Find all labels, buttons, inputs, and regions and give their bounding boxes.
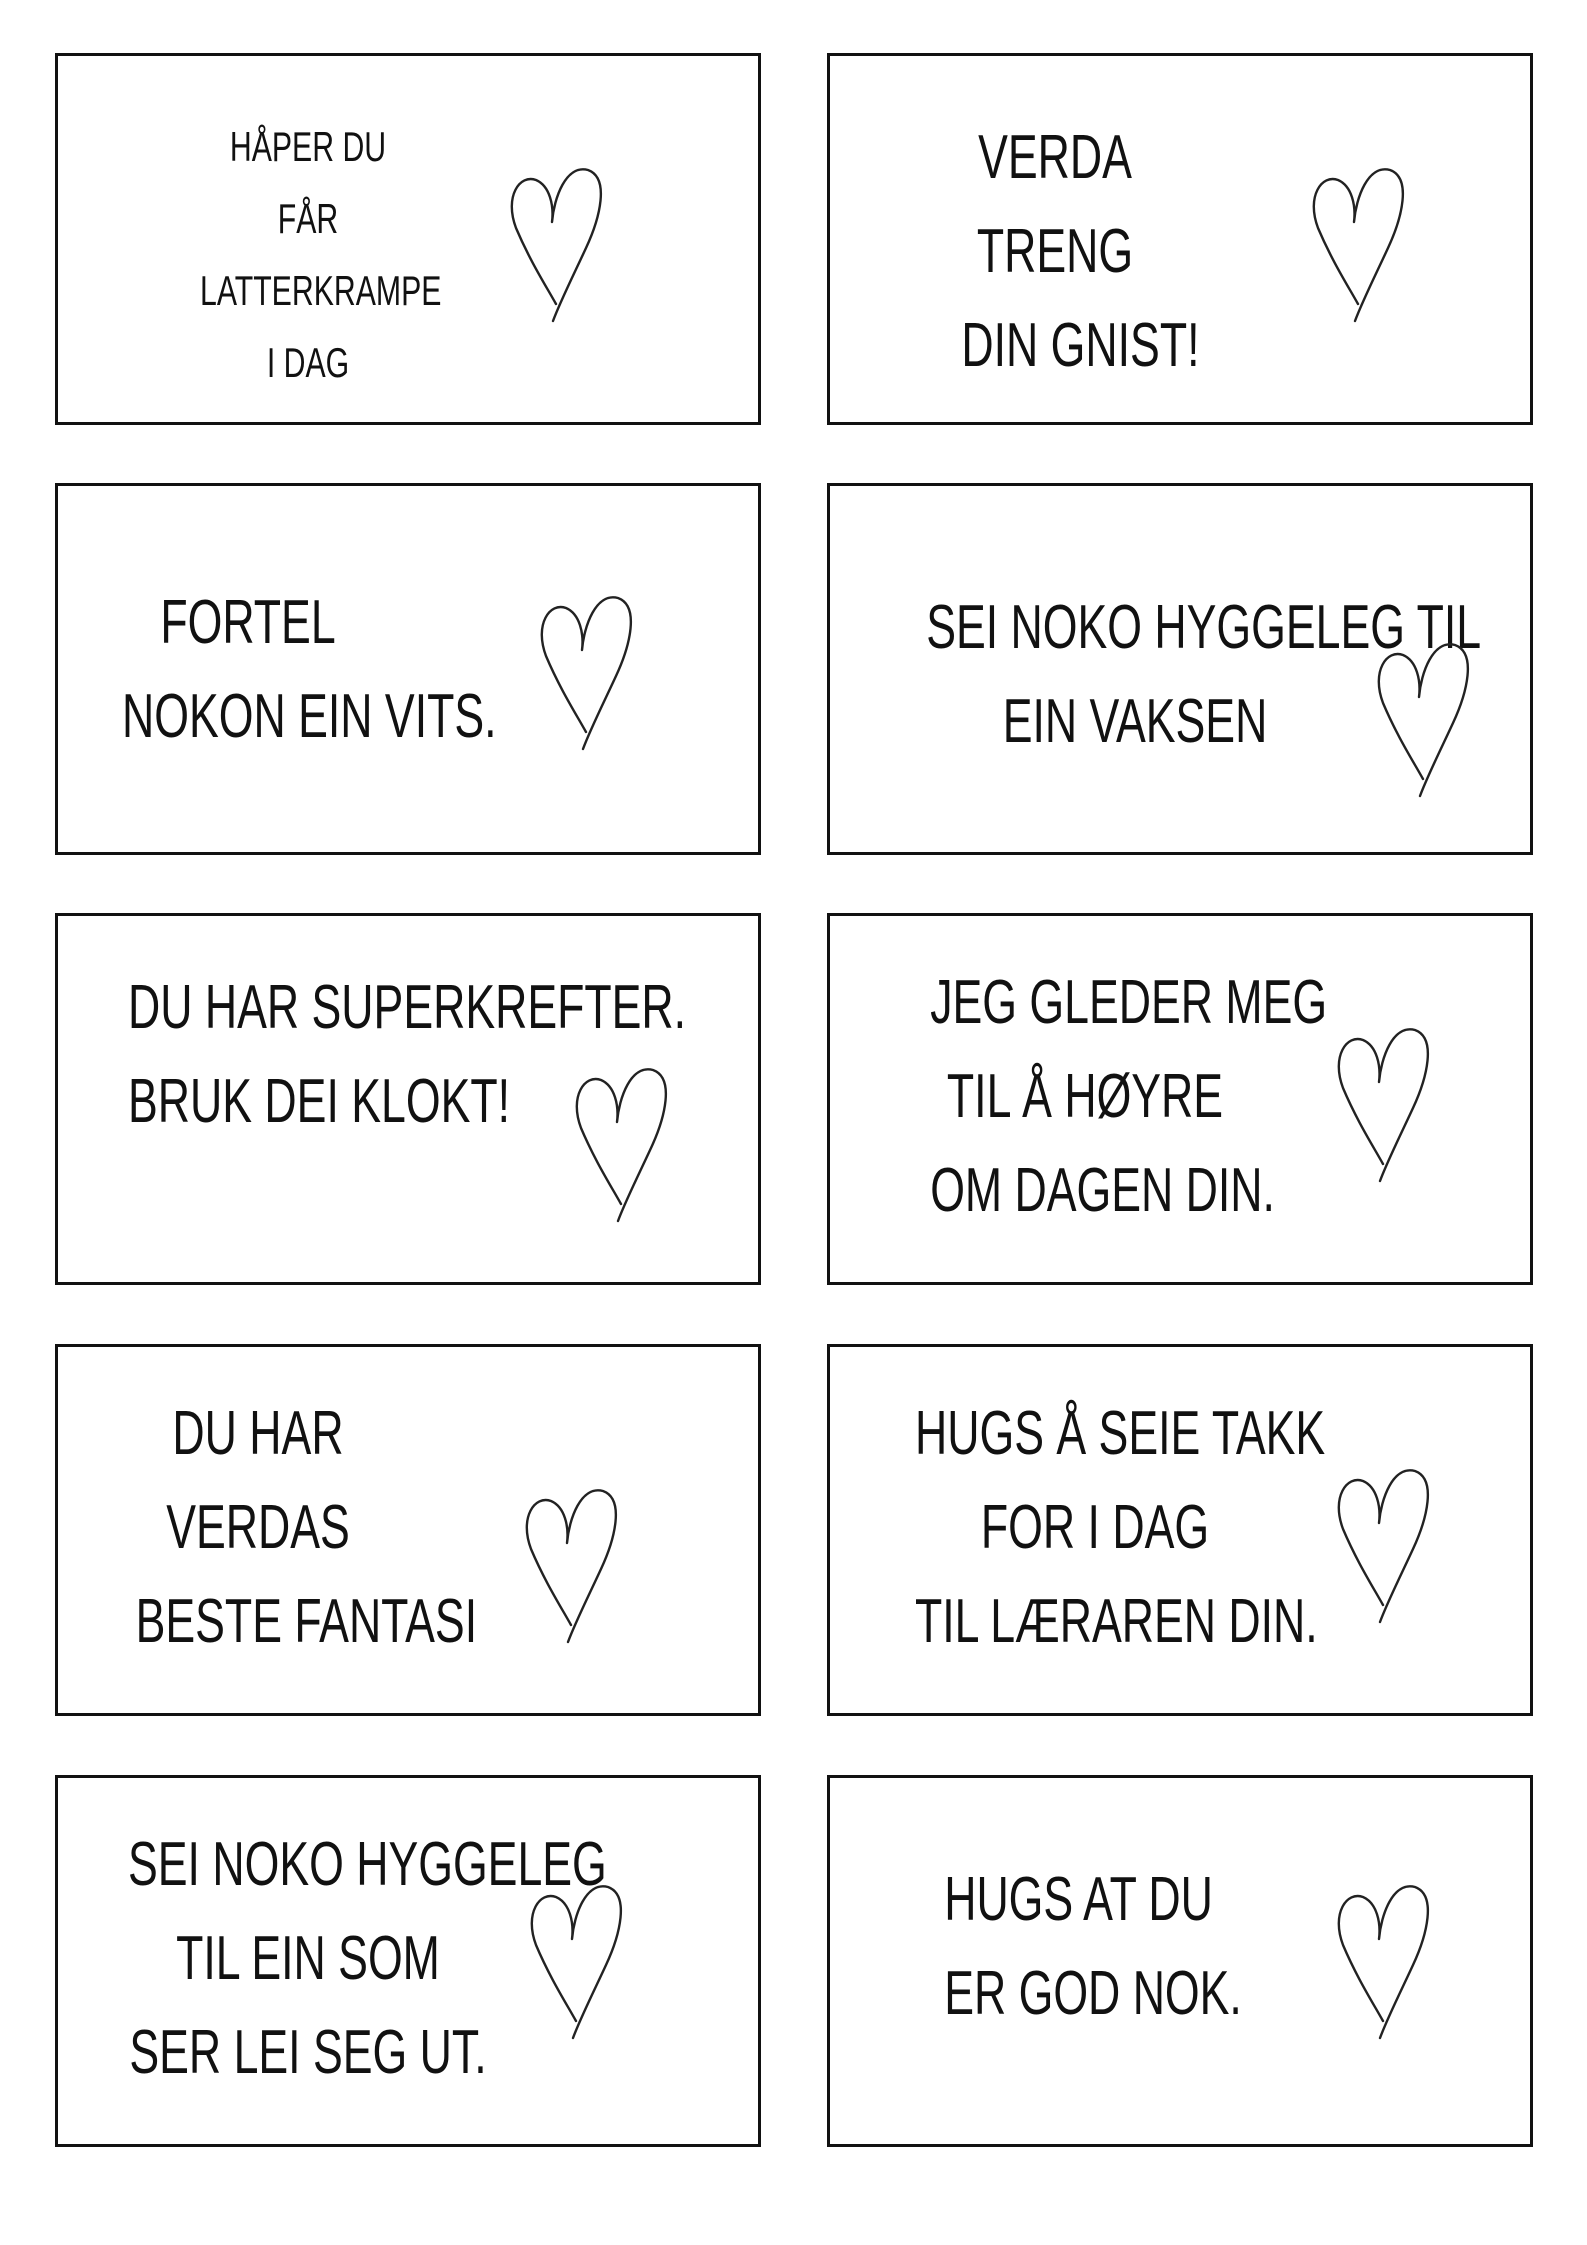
message-line: I DAG [266, 339, 350, 386]
card-7 [55, 1344, 761, 1716]
heart-icon [573, 1066, 683, 1226]
message-line: LATTERKRAMPE [200, 267, 442, 314]
message-line: HUGS AT DU [944, 1865, 1213, 1934]
message-line: DU HAR [172, 1399, 344, 1468]
card-message [930, 956, 1328, 1238]
card-message [915, 1387, 1326, 1669]
message-line: FORTEL [160, 588, 336, 657]
card-4 [827, 483, 1533, 855]
message-line: VERDA [978, 123, 1132, 192]
card-2 [827, 53, 1533, 425]
card-message [135, 1387, 478, 1669]
message-line: TIL LÆRAREN DIN. [915, 1587, 1318, 1656]
message-line: TIL EIN SOM [176, 1924, 440, 1993]
card-message [961, 111, 1200, 393]
card-9 [55, 1775, 761, 2147]
message-line: SER LEI SEG UT. [129, 2018, 487, 2087]
card-message [121, 576, 497, 764]
message-line: EIN VAKSEN [1002, 687, 1268, 756]
heart-icon [538, 594, 648, 754]
message-line: OM DAGEN DIN. [930, 1156, 1275, 1225]
heart-icon [1335, 1467, 1445, 1627]
message-line: BRUK DEI KLOKT! [128, 1067, 511, 1136]
message-line: DU HAR SUPERKREFTER. [128, 973, 687, 1042]
card-message [128, 961, 687, 1149]
message-line: HÅPER DU [229, 123, 387, 170]
message-line: SEI NOKO HYGGELEG [128, 1830, 607, 1899]
card-5 [55, 913, 761, 1285]
card-10 [827, 1775, 1533, 2147]
card-8 [827, 1344, 1533, 1716]
card-3 [55, 483, 761, 855]
message-line: ER GOD NOK. [944, 1959, 1242, 2028]
message-line: JEG GLEDER MEG [930, 968, 1328, 1037]
heart-icon [1310, 166, 1420, 326]
heart-icon [1335, 1026, 1445, 1186]
message-line: VERDAS [166, 1493, 350, 1562]
card-6 [827, 913, 1533, 1285]
card-message [926, 581, 1482, 769]
card-message [128, 1818, 607, 2100]
card-message [944, 1853, 1242, 2041]
message-line: DIN GNIST! [961, 311, 1200, 380]
message-line: TRENG [976, 217, 1134, 286]
heart-icon [523, 1487, 633, 1647]
message-line: FOR I DAG [980, 1493, 1210, 1562]
heart-icon [1335, 1883, 1445, 2043]
heart-icon [508, 166, 618, 326]
message-line: SEI NOKO HYGGELEG TIL [926, 593, 1482, 662]
card-1 [55, 53, 761, 425]
heart-icon [1375, 641, 1485, 801]
message-line: HUGS Å SEIE TAKK [915, 1399, 1326, 1468]
message-line: FÅR [277, 195, 339, 242]
message-line: TIL Å HØYRE [946, 1062, 1224, 1131]
message-line: BESTE FANTASI [135, 1587, 478, 1656]
message-line: NOKON EIN VITS. [121, 682, 497, 751]
heart-icon [528, 1883, 638, 2043]
card-message [200, 111, 442, 399]
